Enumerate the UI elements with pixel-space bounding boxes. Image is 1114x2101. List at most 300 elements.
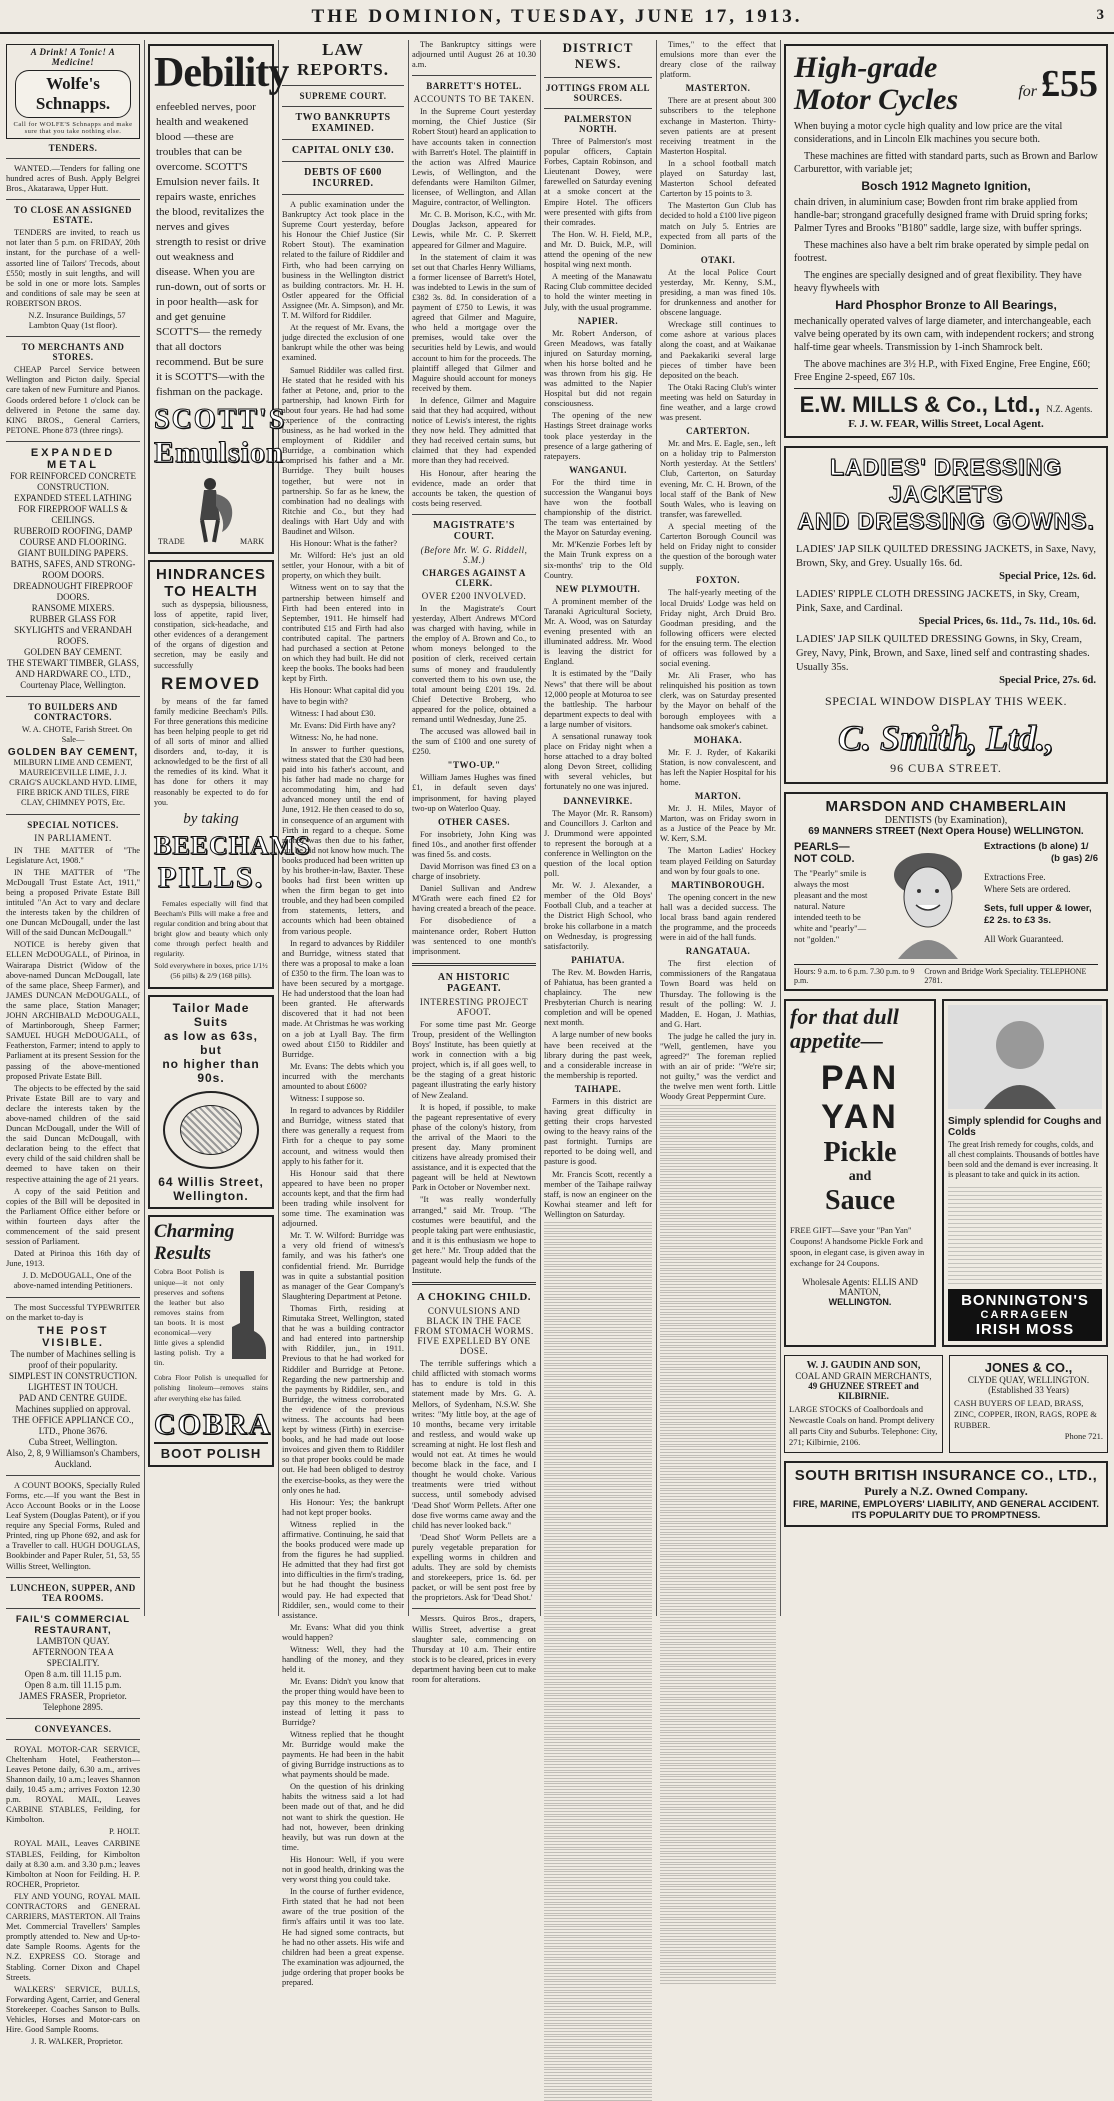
article-paragraph: In answer to further questions, witness stated that the £30 had been paid into his father's account, and his father had made no charge for accommodating him, and had advanced money until the end of June, 1912. He then ceased to do so, in consequence of an argument with Firth in regard to a cheque. Some money was then due to his father, but he did not know how much. The books produced had been written up by his brother-in-law, Baxter. These books had first been written up when the firm began to get into trouble, and they had been compiled from statements, letters, and accounts which had been obtained from various people. [282,744,404,936]
news-paragraph: Three of Palmerston's most popular officers, Captain Forbes, Captain Robinson, and Lieutenant Dowey, were farewelled on Saturday evening at a smoke concert at the Empire Hotel. The officers were presented with gifts from their comrades. [544,137,652,227]
motor-cycle-ad [784,44,1108,438]
illegible-text-line [660,1941,776,1951]
subheading: TWO BANKRUPTS EXAMINED. [295,112,391,134]
section-heading: TO BUILDERS AND CONTRACTORS. [28,701,118,722]
column-rule [656,40,657,1616]
illegible-text-line [660,1105,776,1115]
account-books-ad: A COUNT BOOKS, Specially Ruled Forms, etc.—If you want the Best in Acco Account Books or in the Loose Leaf System (Douglas Patent), or if you require any Special Forms, Ruled and Printed, ring up Phone 692, and ask for a Traveller to call. HUGH DOUGLAS, Bookbinder and Paper Ruler, 51, 53, 55 Willis Street, Wellington. [6,1480,140,1571]
jones-ad [949,1355,1108,1453]
illegible-text-line [544,1398,652,1408]
debility-heading: Debility [154,50,289,96]
illegible-text-line [660,1303,776,1313]
illegible-text-line [544,1618,652,1628]
pan-yan-agents: Wholesale Agents: ELLIS AND MANTON, [802,1277,918,1297]
illegible-text-line [660,1886,776,1896]
tailor-city: Wellington. [173,1189,249,1204]
town-heading: MARTINBOROUGH. [671,879,765,890]
news-paragraph: The Mayor (Mr. R. Ransom) and Councillors J. Carlton and J. Drummond were appointed to represent the borough at a conference in Wellington on the question of the local option poll. [544,808,652,879]
subheading: AN HISTORIC PAGEANT. [437,971,511,994]
subheading: BARRETT'S HOTEL. [426,81,522,92]
expanded-metal-list [6,471,140,691]
news-paragraph: The Otaki Racing Club's winter meeting was held on Saturday in fine weather, and a large crowd was present. [660,382,776,423]
expanded-list-item: BATHS, SAFES, AND STRONG-ROOM DOORS. [10,558,136,580]
article-paragraph: David Morrison was fined £3 on a charge of insobriety. [412,862,536,882]
illegible-text-line [660,1853,776,1863]
illegible-text-line [544,1937,652,1947]
bosch-magneto: Bosch 1912 Magneto Ignition, [861,179,1031,193]
parliament-notice: The objects to be effected by the said Private Estate Bill are to vary and declare the interests taken by the above-named children of the said Duncan McDougall, under the Will of the said Duncan McDougall, with declaration being to the effect that every child of the said children shall be deemed to have taken on their respective attaining the age of 21 years. [6,1083,140,1184]
column-rule [540,40,541,1616]
article-paragraph: The accused was allowed bail in the sum of £100 and one surety of £250. [412,727,536,757]
town-heading: PAHIATUA. [571,954,625,965]
illegible-text-line [660,1556,776,1566]
illegible-text-line [544,1310,652,1320]
illegible-text-line [660,1281,776,1291]
illegible-text-line [660,1952,776,1962]
tender-signature: N.Z. Insurance Buildings, 57 Lambton Quay (1st floor). [28,311,126,331]
illegible-text-line [660,1600,776,1610]
jackets-price: Special Prices, 6s. 11d., 7s. 11d., 10s. 6d. [918,616,1096,627]
illegible-text-line [544,1915,652,1925]
illegible-text-line [660,1897,776,1907]
schnapps-ad [6,44,140,139]
illegible-text-line [544,1541,652,1551]
illegible-text-line [660,1413,776,1423]
hindrances-heading: HINDRANCES [155,566,266,583]
extractions-condition: Where Sets are ordered. [984,884,1071,894]
gaudin-trade: COAL AND GRAIN MERCHANTS, [795,1371,932,1381]
illegible-text-line [544,2036,652,2046]
article-paragraph: Mr. Evans: Did Firth have any? [290,720,396,730]
illegible-text-line [544,1772,652,1782]
news-paragraph: Mr. Robert Anderson, of Green Meadows, was fatally injured on Saturday morning, when his horse bolted and he was thrown from his gig. He was admitted to the Napier Hospital but did not regain consciousness. [544,328,652,409]
article-paragraph: For some time past Mr. George Troup, president of the Wellington Boys' Institute, has been quietly at work in connection with a big project, which is, if all goes well, to be the staging of a great historic pageant illustrating the early history of New Zealand. [412,1019,536,1100]
conveyance-signature: J. R. WALKER, Proprietor. [31,2037,123,2047]
illegible-text-line [660,1974,776,1984]
conveyance-signature: P. HOLT. [109,1827,140,1837]
illegible-text-line [660,1545,776,1555]
motor-heading-1: High-grade [794,51,938,84]
mills-agents: N.Z. Agents. [1046,404,1093,414]
schnapps-tagline: A Drink! A Tonic! A Medicine! [30,47,116,67]
section-heading: CONVEYANCES. [34,1723,112,1734]
column-rule [278,40,279,1616]
illegible-text-line [660,1259,776,1269]
article-paragraph: In the Supreme Court yesterday morning, the Chief Justice (Sir Robert Stout) heard an application to have accounts taken in connection with Barrett's Hotel. The plaintiff in the action was Alfred Maurice Lewis, of Wellington, and the defendants were Hamilton Gilmer, licensee, of Wellington, and Allan Maguire, contractor, of Wellington. [412,107,536,208]
motor-text: These machines also have a belt rim brake operated by simple pedal on footrest. [794,240,1089,264]
illegible-text-line [660,1468,776,1478]
parliament-notice: IN THE MATTER of "The McDougall Trust Estate Act, 1911," being a proposed Private Estate Bill intituled "An Act to vary and declare the interests taken by the children of one Duncan McDougall, under the last Will of the said Duncan McDougall." [6,867,140,938]
article-paragraph: Thomas Firth, residing at Rimutaka Street, Wellington, stated that he was a building contractor and had entered into partnership with Riddiler, jun., in 1911. Previous to that he had worked for Riddiler and Burridge at Petone. Regarding the new partnership and the payments by Riddiler, sen., and Burridge, the witness corroborated the evidence of the previous witness. The accounts had been kept by witness (Firth) in exercise-books, and he had made out loose invoices and given them to Riddiler so that proper books could be made out. He had been obliged to destroy the exercise-books, as they were the only ones he had. [282,1303,404,1495]
illegible-text-line [544,1244,652,1254]
illegible-text-line [544,1552,652,1562]
illegible-text-line [660,1710,776,1720]
illegible-text-line [544,1332,652,1342]
expanded-list-item: FOR REINFORCED CONCRETE CONSTRUCTION. [9,470,136,492]
bonnington-name: BONNINGTON'S [961,1292,1089,1309]
illegible-text-line [660,1831,776,1841]
illegible-text-line [544,1585,652,1595]
pills-logo: PILLS. [157,860,265,894]
south-british-ad [784,1461,1108,1527]
subheading: "TWO-UP." [447,760,501,771]
illegible-text-line [660,1688,776,1698]
illegible-text-line [660,1644,776,1654]
illegible-text-line [544,2025,652,2035]
news-paragraph: The Hon. W. H. Field, M.P., and Mr. D. Buick, M.P., will attend the opening of the new hospital wing next month. [544,229,652,270]
boot-polish-label: BOOT POLISH [154,1442,268,1461]
typewriter-list-item: The number of Machines selling is proof of their popularity. [10,1348,136,1370]
gaudin-text: LARGE STOCKS of Coalbordoals and Newcastle Coals on hand. Prompt delivery all parts City and Suburbs. Telephone: City, 271; Kilbirnie, 2106. [789,1404,938,1447]
illegible-text-line [544,2014,652,2024]
cobra-floor-note: Cobra Floor Polish is unequalled for polishing linoleum—removes stains after everything else has failed. [154,1374,268,1403]
illegible-text-line [660,1336,776,1346]
carrier-notice: CHEAP Parcel Service between Wellington and Picton daily. Special care taken of new Furniture and Pianos. Goods ordered before 1 o'clock can be delivered in Petone the same day. KING BROS., General Carriers, PETONE. Phone 873 (three rings). [6,365,140,435]
illegible-text-line [660,1732,776,1742]
illegible-text-line [660,1479,776,1489]
news-paragraph: There are at present about 300 subscribers to the telephone exchange in Masterton. Thirty-seven patients are at present receiving treatment in the Masterton Hospital. [660,96,776,156]
jackets-item: LADIES' RIPPLE CLOTH DRESSING JACKETS, in Sky, Cream, Pink, Saxe, and Cardinal. [796,589,1080,614]
news-paragraph: A prominent member of the Taranaki Agricultural Society, Mr. A. Wood, was on Saturday evening presented with an illuminated address. Mr. Wood is leaving the district for England. [544,596,652,667]
article-paragraph: "It was really wonderfully arranged," said Mr. Troup. "The costumes were beautiful, and the people taking part were enthusiastic, and it is this enthusiasm we hope to get here." Mr. Troup added that the pageant would help the funds of the Institute. [412,1195,536,1276]
illegible-text-line [660,1864,776,1874]
debility-text: enfeebled nerves, poor health and weakened blood —these are troubles that can be overcome. SCOTT'S Emulsion never fails. It repairs waste, enriches the blood, revitalizes the nerves and gives strength to resist or drive out weakness and disease. When you are run-down, out of sorts or in poor health—ask for and get genuine SCOTT'S— the remedy that all doctors recommend. But be sure it is SCOTT'S—with the fishman on the package. [156,101,266,398]
illegible-text-line [544,1288,652,1298]
schnapps-sub: Call for WOLFE'S Schnapps and make sure that you take nothing else. [13,121,133,135]
article-paragraph: In the course of further evidence, Firth stated that he had not been aware of the true position of the firm's affairs until it was too late. He had signed some contracts, but he had no other assets. His wife and children had been a great expense. The examination was adjourned, the judge ordering that proper books be prepared. [282,1887,404,1988]
article-paragraph: Samuel Riddiler was called first. He stated that he resided with his father at Petone, and, prior to the partnership, had known Firth for about four years. He had had some experience of the contracting business, as he had worked in the employment of Riddiler and Burridge, a combination which comprised his father and a Mr. Burridge. They built houses together, but were not in partnership. So far as he knew, the combination had no dealings with Ritchie and Co., but they had dealings with Hart Udy and with Baudinet and Wilson. [282,365,404,536]
health-heading: TO HEALTH [164,583,258,600]
illegible-text-line [544,1684,652,1694]
article-paragraph: Witness went on to say that the partnership between himself and Firth had been entered into in September, 1911. He himself had contributed £15 and Firth had also contributed capital. The partners had purchased a section at Petone on which they had built. He did not keep the books. The books had been kept by Firth. [282,583,404,684]
conveyance-notice: ROYAL MOTOR-CAR SERVICE, Cheltenham Hotel, Featherston—Leaves Petone daily, 6.30 a.m., arrives Shannon daily, 10 a.m.; leaves Shannon daily, 10.45 a.m.; arrives Foxton 12.30 p.m. ROYAL MAIL, Leaves CARBINE STABLES, Feilding, for Kimbolton. [6,1744,140,1825]
column-4 [412,40,536,1684]
motor-text: chain driven, in aluminium case; Bowden front rim brake applied from handle-bar; strongand gracefully designed frame with Druid spring forks; Palmer Tyres and Brooks "B180" saddle, large size, with buffer springs. [794,197,1088,234]
illegible-text-line [660,1930,776,1940]
subheading: JOTTINGS FROM ALL SOURCES. [545,83,650,103]
illegible-text-line [544,1508,652,1518]
illegible-text-line [660,1875,776,1885]
illegible-text-line [660,1226,776,1236]
illegible-text-line [660,1589,776,1599]
ladies-heading-2: AND DRESSING GOWNS. [797,508,1095,534]
illegible-text-line [544,1761,652,1771]
jones-established: (Established 33 Years) [988,1385,1069,1395]
illegible-text-line [660,1314,776,1324]
town-heading: WANGANUI. [569,464,627,475]
news-paragraph: It is estimated by the "Daily News" that there will be about 12,000 people at Moturoa to see the battleship. The harbour department expects to deal with a large number of visitors. [544,669,652,729]
illegible-text-line [544,1530,652,1540]
illegible-text-line [660,1666,776,1676]
trade-label: TRADE [158,537,185,546]
expanded-list-item: Courtenay Place, Wellington. [20,679,126,690]
illegible-text-line [544,1475,652,1485]
illegible-text-line [544,2058,652,2068]
pills-text: Females especially will find that Beecham's Pills will make a free and regular condition and bring about that bright glow and beauty which only come through perfect health and regularity. [154,898,268,959]
article-paragraph: Mr. Evans: Didn't you know that the proper thing would have been to pay this money to the merchants instead of letting it pass to Burridge? [282,1677,404,1727]
illegible-text-line [660,1721,776,1731]
cobra-ad [148,1215,274,1466]
manners-street: 69 MANNERS STREET (Next Opera House) WELLINGTON. [808,826,1084,837]
illegible-text-line [660,1578,776,1588]
irish-moss-ad [942,999,1108,1347]
page-number: 3 [1096,7,1104,23]
ladies-heading-1: LADIES' DRESSING JACKETS [829,454,1063,507]
illegible-text-line [660,1743,776,1753]
article-paragraph: Mr. C. B. Morison, K.C., with Mr. Douglas Jackson, appeared for Lewis, while Mr. C. P. Skerrett appeared for Gilmer and Maguire. [412,210,536,250]
expanded-list-item: RANSOME MIXERS. [31,602,115,613]
jackets-price: Special Price, 12s. 6d. [999,571,1096,582]
tailor-ad [148,995,274,1209]
typewriter-list-item: SIMPLEST IN CONSTRUCTION. LIGHTEST IN TOUCH. [8,1370,138,1392]
illegible-text-line [544,2091,652,2101]
illegible-text-line [544,1904,652,1914]
phosphor-bronze: Hard Phosphor Bronze to All Bearings, [835,298,1057,312]
news-paragraph: The half-yearly meeting of the local Druids' Lodge was held on Friday night, Arch Druid Bro. Goodman presiding, and the following officers were elected for the ensuing term. The election of officers was followed by a social evening. [660,588,776,669]
article-paragraph: Daniel Sullivan and Andrew M'Grath were each fined £2 for having created a breach of the peace. [412,884,536,914]
typewriter-list-item: THE OFFICE APPLIANCE CO., LTD., Phone 3676. [12,1414,134,1436]
article-paragraph: At the request of Mr. Evans, the judge directed the exclusion of one bankrupt while the other was being examined. [282,323,404,363]
column-rule [780,40,781,1616]
subheading: OTHER CASES. [437,816,511,827]
news-paragraph: The Rev. M. Bowden Harris, of Pahiatua, has been granted a chaplaincy. The new Presbyterian Church is nearing completion and will be opened next month. [544,967,652,1028]
article-paragraph: It is hoped, if possible, to make the pageant representative of every phase of the colony's history, from the arrival of the Maori to the present day. Many prominent citizens have already promised their assistance, and it is expected that the pageant will be held at Newtown Park in October or November next. [412,1102,536,1193]
town-heading: OTAKI. [700,254,736,265]
article-paragraph: In the statement of claim it was set out that Charles Henry Williams, a former licensee of Barrett's Hotel, was indebted to Lewis in the sum of £382 3s. 8d. In consideration of a payment of £750 to Lewis, it was agreed that Gilmer and Maguire, who held a mortgage over the premises, would take over the securities held by Lewis, and would account to him for the proceeds. The plaintiff alleged that Gilmer and Maguire should account for moneys received by them. [412,252,536,393]
tailor-address: 64 Willis Street, [158,1175,264,1190]
motor-heading-2: Motor Cycles [794,83,959,116]
article-paragraph: For insobriety, John King was fined 10s., and another first offender was fined 5s. and costs. [412,829,536,859]
restaurant-name: FAIL'S COMMERCIAL RESTAURANT, [15,1613,131,1636]
illegible-text-line [544,1805,652,1815]
emulsion-logo: Emulsion [154,436,284,469]
pearls-text: The "Pearly" smile is always the most pleasant and the most natural. Nature intended teeth to be white and "pearly"—not "golden." [794,868,868,944]
news-paragraph: For the third time in succession the Wanganui boys have won the football championship of the district. The team was entertained by the Mayor on Saturday evening. [544,477,652,538]
gowns-item: LADIES' JAP SILK QUILTED DRESSING Gowns, in Sky, Cream, Grey, Navy, Pink, Brown, and Saxe, lined self and contrasting shades. Usually 35s. [796,634,1090,673]
pan-logo: PAN [820,1059,900,1097]
typewriter-list-item: Also, 2, 8, 9 Williamson's Chambers, Auckland. [6,1447,140,1469]
work-guaranteed: All Work Guaranteed. [984,934,1064,944]
restaurant-list-item: Open 8 a.m. till 11.15 p.m. [24,1679,122,1690]
news-paragraph: Mr. W. J. Alexander, a member of the Old Boys' Football Club, and a teacher at the District High School, who broke his collarbone in a match on Wednesday, is progressing satisfactorily. [544,881,652,951]
and-label: and [848,1169,872,1184]
motor-text: The engines are specially designed and of great flexibility. They have heavy flywheels with [794,270,1082,294]
removed-text: by means of the far famed family medicine Beecham's Pills. For three generations this medicine has been helping people to get rid of all sorts of minor and allied disorders and, to-day, it is acknowledged to be the first of all the remedies of its kind. What it has done for others it may reasonably be expected to do for you. [154,696,268,807]
illegible-text-line [660,1842,776,1852]
illegible-text-line [660,1512,776,1522]
illegible-text-line [544,2080,652,2090]
pickle-label: Pickle [823,1137,897,1168]
charming-heading: Charming [154,1221,235,1243]
illegible-text-line [660,1457,776,1467]
illegible-text-line [544,1629,652,1639]
illegible-text-line [660,1611,776,1621]
illegible-text-line [544,1706,652,1716]
illegible-text-line [544,1343,652,1353]
illegible-text-line [660,1237,776,1247]
jones-name: JONES & CO., [984,1360,1073,1375]
article-paragraph: 'Dead Shot' Worm Pellets are a purely vegetable preparation for expelling worms in children and adults. They are sold by chemists and storekeepers, price 1s. 6d. per packet, or will be sent post free by the proprietors. Ask for 'Dead Shot.' [412,1532,536,1603]
town-heading: NEW PLYMOUTH. [555,583,641,594]
illegible-text-line [660,1138,776,1148]
jones-phone: Phone 721. [1064,1431,1103,1441]
news-paragraph: At the local Police Court yesterday, Mr. Kenny, S.M., presiding, a man was fined 10s. for drunkenness and another for obscene language. [660,267,776,318]
illegible-text-line [544,1321,652,1331]
testimonial-text [948,1184,1102,1284]
illegible-text-line [660,1633,776,1643]
news-paragraph: Wreckage still continues to come ashore at various places along the coast, and at Waikanae and Paekakariki several large pieces of timber have been deposited on the beach. [660,320,776,380]
smiling-woman-icon [878,841,978,961]
illegible-text-line [544,1992,652,2002]
pan-yan-tagline: for that dull appetite— [790,1004,899,1053]
illegible-text-line [544,1673,652,1683]
article-paragraph: His Honour, after hearing the evidence, made an order that accounts be taken, the question of costs being reserved. [412,468,536,508]
restaurant-list-item: JAMES FRASER, Proprietor. [19,1690,127,1701]
illegible-text-line [660,1347,776,1357]
article-paragraph: For disobedience of a maintenance order, Robert Hutton was sentenced to one month's imprisonment. [412,916,536,956]
illegible-text-line [544,1662,652,1672]
illegible-text-line [660,1182,776,1192]
typewriter-ad: The most Successful TYPEWRITER on the market to-day is [6,1302,140,1322]
subheading: CHARGES AGAINST A CLERK. [422,567,526,588]
news-paragraph: The Marton Ladies' Hockey team played Feilding on Saturday and won by four goals to one. [660,846,776,876]
illegible-text-line [660,1908,776,1918]
illegible-text-line [544,1266,652,1276]
illegible-text-line [660,1435,776,1445]
expanded-list-item: DREADNOUGHT FIREPROOF DOORS. [13,580,133,602]
article-paragraph: His Honour: What capital did you have to begin with? [282,686,404,706]
sauce-label: Sauce [825,1185,895,1216]
dentists-ad [784,792,1108,991]
section-heading: LUNCHEON, SUPPER, AND TEA ROOMS. [10,1582,136,1603]
illegible-text-line [660,1567,776,1577]
news-paragraph: The opening of the new Hastings Street drainage works took place yesterday in the presence of a large gathering of ratepayers. [544,411,652,461]
news-paragraph: The judge he called the jury in. "Well, gentlemen, have you agreed?" The foreman replied with an air of pride: "We're sir; not guilty," was the verdict and the twelve men went forth. Little Woody Great Peppermint Cure. [660,1031,776,1102]
illegible-text-line [544,1299,652,1309]
motor-price: £55 [1041,63,1098,105]
typewriter-name: THE POST VISIBLE. [37,1324,109,1349]
illegible-text-line [544,1497,652,1507]
article-paragraph: Witness: I suppose so. [290,1094,365,1104]
gaudin-address: 49 GHUZNEE STREET and KILBIRNIE. [808,1381,919,1401]
illegible-text-line [544,1354,652,1364]
results-heading: Results [154,1243,212,1265]
illegible-text-line [660,1160,776,1170]
column-5 [544,40,652,1616]
section-heading: TENDERS. [48,143,98,153]
subheading: A CHOKING CHILD. [416,1291,532,1304]
trade-mark-row [158,476,264,546]
illegible-text-line [660,1820,776,1830]
expanded-list-item: GOLDEN BAY CEMENT. [24,646,122,657]
news-paragraph: The opening concert in the new hall was a decided success. The local brass band again rendered the programme, and the proceeds were in aid of the hall funds. [660,892,776,943]
extractions-free: Extractions Free. [984,872,1046,882]
expanded-list-item: GIANT BUILDING PAPERS. [17,547,129,558]
illegible-text-line [660,1963,776,1973]
motor-text: When buying a motor cycle high quality and low price are the vital considerations, and in Lincoln Elk machines you secure both. [794,121,1063,145]
article-paragraph: Witness: No, he had none. [290,732,379,742]
illegible-text-line [660,1787,776,1797]
typewriter-list-item: PAD AND CENTRE GUIDE. [18,1392,128,1403]
for-label: for [1018,83,1037,100]
sets-price: £2 2s. to £3 3s. [984,915,1052,926]
illegible-text-line [660,1402,776,1412]
illegible-text-line [544,1255,652,1265]
conveyance-notice: FLY AND YOUNG, ROYAL MAIL CONTRACTORS and GENERAL CARRIERS, MASTERTON. All Trains Met. Commercial Travellers' Samples promptly attended to. New and Up-to-date Sample Rooms. Agents for the N.Z. EXPRESS CO. Storage and Stabling. Corner Dixon and Chapel Streets. [6,1891,140,1982]
gaudin-ad [784,1355,943,1453]
marsdon-heading: MARSDON AND CHAMBERLAIN [825,798,1067,815]
illegible-text-line [660,1325,776,1335]
tender-notice: WANTED.—Tenders for falling one hundred acres of Bush. Apply Belgrei Bros., Akatarawa, Upper Hutt. [6,164,140,194]
restaurant-list-item: AFTERNOON TEA A SPECIALITY. [32,1646,114,1668]
parliament-signature: J. D. McDOUGALL, One of the above-named intending Petitioners. [13,1271,133,1291]
cobra-logo: COBRA [154,1407,273,1441]
illegible-text-line [544,1387,652,1397]
news-paragraph: Mr. Francis Scott, recently a member of the Taihape railway staff, is now an engineer on the Kowhai steamer and left for Wellington on Saturday. [544,1169,652,1219]
illegible-text-line [660,1149,776,1159]
expanded-list-item: FOR FIREPROOF WALLS & CEILINGS. [18,503,128,525]
fear-local-agent: F. J. W. FEAR, Willis Street, Local Agent. [848,418,1044,430]
news-paragraph: A special meeting of the Carterton Borough Council was held on Friday night to consider the question of the borough water supply. [660,521,776,572]
illegible-text-line [544,1640,652,1650]
news-paragraph: Farmers in this district are having great difficulty in getting their crops harvested owing to the heavy rains of the past fortnight. Turnips are reported to be doing well, and pasture is good. [544,1096,652,1167]
smith-address: 96 CUBA STREET. [890,761,1002,775]
coughs-heading: Simply splendid for Coughs and Colds [948,1116,1102,1138]
cobra-text: Cobra Boot Polish is unique—it not only preserves and softens the leather but also removes stains from tan boots. It is most economical—very little gives a splendid lasting polish. Try a tin. [154,1267,224,1368]
illegible-text-line [660,1699,776,1709]
illegible-text-line [544,1695,652,1705]
pearls-heading: PEARLS— NOT COLD. [794,841,855,865]
tender-notice: TENDERS are invited, to reach us not later than 5 p.m. on FRIDAY, 20th instant, for the purchase of a well-assorted line of Tailors' Trecods, about £550; mostly in suit lengths, and will be sold in one or more lots. Samples and conditions of sale may be seen at ROBERTSON BROS. [6,228,140,308]
hindrances-text: such as dyspepsia, biliousness, loss of appetite, rapid liver, constipation, sick-headache, and other evidences of a derangement of the organs of digestion and secretion, may be easily and successfully [154,600,268,670]
illegible-text-line [660,1523,776,1533]
illegible-text-line [544,1871,652,1881]
article-paragraph: Mr. T. W. Wilford: Burridge was a very old friend of witness's family, and was his father's one confidential friend. Mr. Burridge was in quite a substantial position as manager of the Gear Company's Slaughtering Department at Petone. [282,1231,404,1301]
subheading: MAGISTRATE'S COURT. [433,519,515,542]
news-paragraph: The first election of commissioners of the Rangataua Town Board was held on Thursday. The following is the result of the polling: W. J. Madden, E. Hogan, J. Mathias, and G. Hart. [660,959,776,1029]
law-report-body [282,200,404,1988]
illegible-text-line [544,1981,652,1991]
extractions: Extractions (b alone) 1/ [984,841,1089,852]
illegible-text-line [544,1750,652,1760]
column-rule [144,40,145,1616]
article-paragraph: Witness: Well, they had the handling of the money, and they held it. [282,1645,404,1675]
dressing-gowns-ad [784,446,1108,784]
fishman-icon [186,476,238,546]
article-paragraph: Messrs. Quiros Bros., drapers, Willis Street, advertise a great slaughter sale, commencing on Thursday at 10 a.m. Their entire stock is to be cleared, prices in every department having been cut to make room for alterations. [412,1614,536,1684]
builders-notice: W. A. CHOTE, Farish Street. On Sale— [21,724,133,744]
news-paragraph: A large number of new books have been received at the library during the past week, and a considerable increase in the membership is reported. [544,1030,652,1080]
restaurant-list-item: Open 8 a.m. till 11.15 p.m. [24,1668,122,1679]
subheading: OVER £200 INVOLVED. [421,590,527,601]
news-paragraph: A meeting of the Manawatu Racing Club committee decided to hold the winter meeting in July, with the usual programme. [544,272,652,312]
tailor-line-3: no higher than 90s. [162,1057,260,1086]
expanded-list-item: THE STEWART TIMBER, GLASS, AND HARDWARE CO., LTD., [7,657,139,679]
typewriter-list-item: Cuba Street, Wellington. [28,1436,118,1447]
illegible-text-line [660,1215,776,1225]
illegible-text-line [544,1783,652,1793]
subheading: SUPREME COURT. [299,91,387,101]
town-heading: PALMERSTON NORTH. [564,114,632,134]
article-paragraph: His Honour: What is the father? [290,539,398,549]
article-paragraph: His Honour: Well, if you were not in good health, drinking was the very worst thing you could take. [282,1854,404,1885]
section-heading: TO MERCHANTS AND STORES. [21,342,125,363]
scotts-logo: SCOTT'S [154,404,287,435]
column-rule [408,40,409,1616]
jones-address: CLYDE QUAY, WELLINGTON. [967,1375,1090,1385]
tailor-line-2: as low as 63s, but [163,1029,259,1058]
illegible-text-line [660,1270,776,1280]
